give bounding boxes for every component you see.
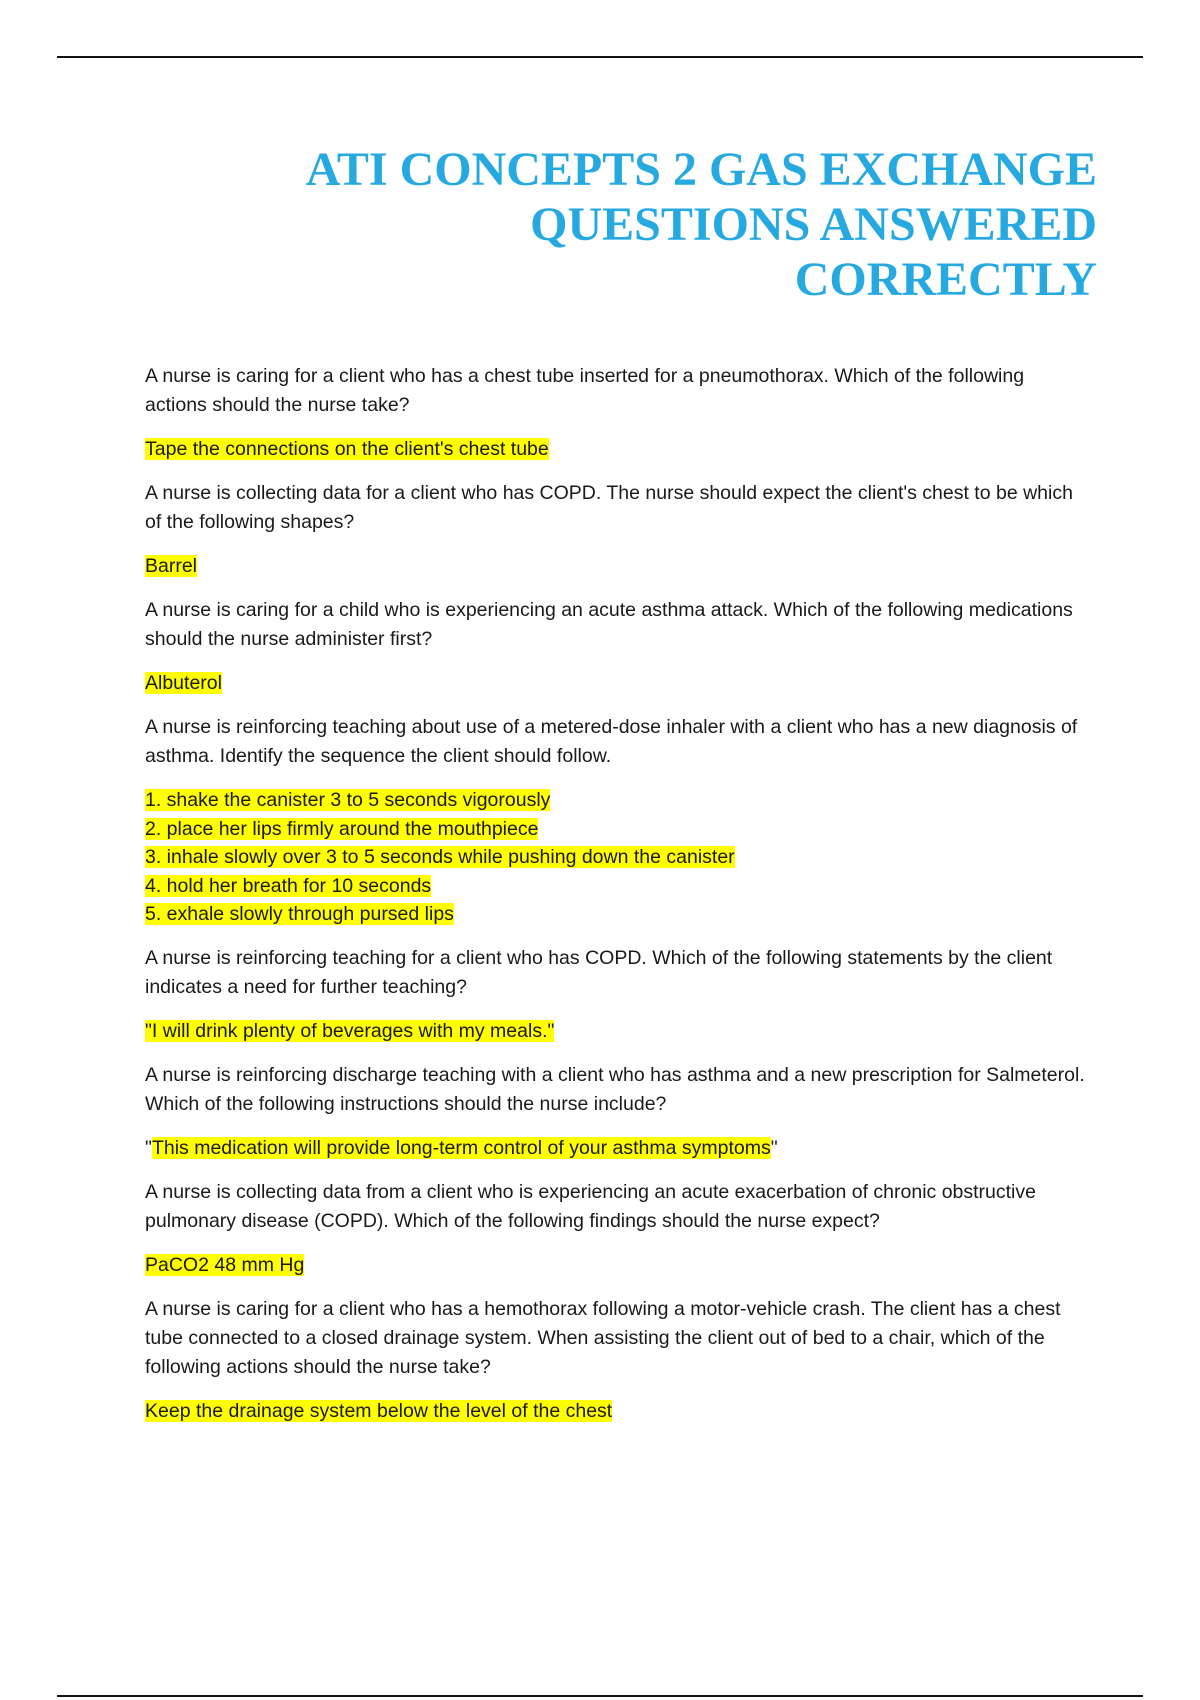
answer-6-open-quote: " — [145, 1136, 152, 1159]
sequence-step: 4. hold her breath for 10 seconds — [145, 874, 432, 897]
answer-2-text: Barrel — [145, 555, 198, 577]
question-2: A nurse is collecting data for a client who has COPD. The nurse should expect the client's chest to be which of the following shapes? — [145, 482, 1073, 533]
answer-1 — [145, 435, 1090, 464]
answer-7 — [145, 1251, 1090, 1280]
sequence-step: 1. shake the canister 3 to 5 seconds vigorously — [145, 789, 551, 811]
answer-3 — [145, 669, 1090, 698]
bottom-rule — [57, 1695, 1143, 1697]
answer-8 — [145, 1397, 1090, 1426]
title-line-1: ATI CONCEPTS 2 GAS EXCHANGE — [305, 143, 1097, 196]
question-8: A nurse is caring for a client who has a hemothorax following a motor-vehicle crash. The client has a chest tube connected to a closed drainage system. When assisting the client out of bed to a chair, which of the following actions should the nurse take? — [145, 1297, 1061, 1378]
answer-4-sequence — [145, 786, 1090, 929]
answer-2 — [145, 552, 1090, 581]
answer-1-text: Tape the connections on the client's chest tube — [145, 438, 549, 460]
answer-3-text: Albuterol — [145, 672, 222, 694]
question-4: A nurse is reinforcing teaching about use of a metered-dose inhaler with a client who has a new diagnosis of asthma. Identify the sequence the client should follow. — [145, 716, 1078, 767]
answer-5-text: "I will drink plenty of beverages with my meals." — [145, 1019, 555, 1042]
sequence-step: 3. inhale slowly over 3 to 5 seconds while pushing down the canister — [145, 846, 735, 868]
answer-5 — [145, 1017, 1090, 1046]
sequence-step: 5. exhale slowly through pursed lips — [145, 903, 454, 925]
answer-8-text: Keep the drainage system below the level of the chest — [145, 1399, 613, 1422]
question-6: A nurse is reinforcing discharge teaching with a client who has asthma and a new prescription for Salmeterol. Which of the following instructions should the nurse include? — [145, 1063, 1085, 1115]
top-rule — [57, 56, 1143, 58]
qa-content — [145, 362, 1090, 1441]
question-3: A nurse is caring for a child who is experiencing an acute asthma attack. Which of the following medications should the nurse administer first? — [145, 599, 1073, 650]
question-5: A nurse is reinforcing teaching for a client who has COPD. Which of the following statements by the client indicates a need for further teaching? — [145, 946, 1053, 998]
sequence-step: 2. place her lips firmly around the mouthpiece — [145, 817, 539, 840]
question-7: A nurse is collecting data from a client who is experiencing an acute exacerbation of chronic obstructive pulmonary disease (COPD). Which of the following findings should the nurse expect? — [145, 1180, 1036, 1232]
question-1: A nurse is caring for a client who has a chest tube inserted for a pneumothorax. Which of the following actions should the nurse take? — [145, 365, 1025, 416]
document-title — [197, 142, 1097, 307]
answer-6-text: This medication will provide long-term control of your asthma symptoms — [151, 1136, 771, 1159]
title-line-3: CORRECTLY — [794, 253, 1097, 306]
answer-6-close-quote: " — [770, 1136, 778, 1159]
answer-7-text: PaCO2 48 mm Hg — [145, 1253, 305, 1276]
answer-6 — [145, 1134, 1090, 1163]
title-line-2: QUESTIONS ANSWERED — [530, 198, 1097, 251]
